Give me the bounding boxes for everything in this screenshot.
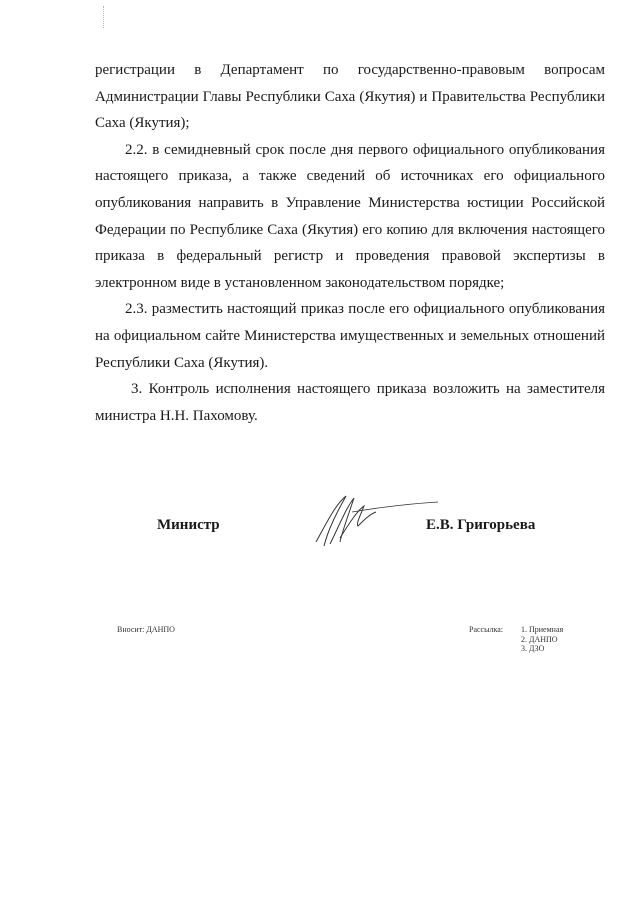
- distribution-item: 3. ДЗО: [521, 644, 545, 653]
- scan-artifact: [103, 6, 105, 28]
- paragraph-continuation: регистрации в Департамент по государственно-правовым вопросам Администрации Главы Республики Саха (Якутия) и Правительства Республики Саха (Якутия);: [95, 62, 605, 132]
- document-body: [95, 57, 605, 429]
- signature-block: [0, 490, 640, 560]
- distribution-label: Рассылка:: [469, 625, 504, 634]
- paragraph-item-3: 3. Контроль исполнения настоящего приказа возложить на заместителя министра Н.Н. Пахомову.: [95, 381, 605, 424]
- submitted-by: Вносит: ДАНПО: [117, 625, 175, 634]
- paragraph-item-2-2: 2.2. в семидневный срок после дня первого официального опубликования настоящего приказа, а также сведений об источниках его официального опубликования направить в Управление Министерства юстиции Российской Федерации по Республике Саха (Якутия) его копию для включения настоящего приказа в федеральный регистр и проведения правовой экспертизы в электронном виде в установленном законодательством порядке;: [95, 141, 605, 291]
- paragraph-item-2-3: 2.3. разместить настоящий приказ после его официального опубликования на официальном сайте Министерства имущественных и земельных отношений Республики Саха (Якутия).: [95, 301, 605, 371]
- distribution-item: 1. Приемная: [521, 625, 564, 634]
- distribution-list: [521, 625, 563, 654]
- signatory-name: Е.В. Григорьева: [426, 517, 536, 533]
- handwritten-signature: [306, 490, 446, 550]
- signatory-title: Министр: [157, 517, 220, 533]
- distribution-item: 2. ДАНПО: [521, 634, 558, 644]
